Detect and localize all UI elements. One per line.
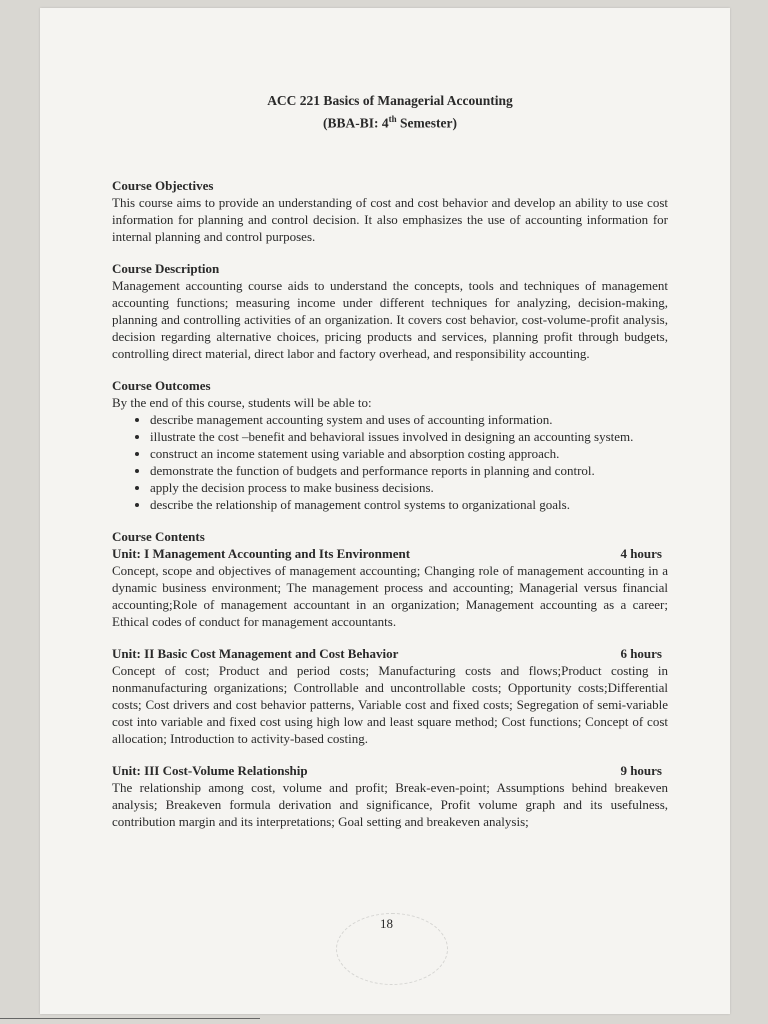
unit-text: The relationship among cost, volume and profit; Break-even-point; Assumptions behind breakeven analysis; Breakeven formula derivation and significance, Profit volume graph and its usefulness, contribution margin and its interpretations; Goal setting and breakeven analysis;: [112, 779, 668, 829]
outcome-item: • describe the relationship of management control systems to organizational goals.: [150, 496, 668, 513]
description-text: Management accounting course aids to understand the concepts, tools and techniques of management accounting functions; measuring income under different techniques for analyzing, decision-making, planning and controlling activities of an organization. It covers cost behavior, cost-volume-profit analysis, decision regarding alternative choices, pricing products and services, planning profit through budgets, controlling direct material, direct labor and factory overhead, and responsibility accounting.: [112, 277, 668, 361]
unit-text: Concept of cost; Product and period costs; Manufacturing costs and flows;Product costing in nonmanufacturing organizations; Controllable and uncontrollable costs; Opportunity costs;Differential costs; Cost drivers and cost behavior patterns, Variable cost and fixed costs; Segregation of semi-variable cost into variable and fixed cost using high low and least square method; Cost functions; Concept of cost allocation; Introduction to activity-based costing.: [112, 662, 668, 746]
unit-1: [112, 545, 668, 630]
title-line-2: (BBA-BI: 4th Semester): [323, 114, 457, 131]
unit-title: Unit: I Management Accounting and Its Environment: [112, 545, 411, 561]
unit-hours: 6 hours: [620, 645, 662, 661]
contents-section: [112, 528, 668, 830]
outcomes-list: [112, 411, 668, 513]
unit-3: [112, 762, 668, 830]
unit-title: Unit: II Basic Cost Management and Cost Behavior: [112, 645, 399, 661]
unit-hours: 9 hours: [620, 762, 662, 778]
outcome-item: • describe management accounting system and uses of accounting information.: [150, 411, 668, 428]
outcomes-intro: By the end of this course, students will be able to:: [112, 394, 372, 410]
unit-text: Concept, scope and objectives of management accounting; Changing role of management accounting in a dynamic business environment; The management process and accounting; Managerial versus financial accounting;Role of management accountant in an organization; Management accounting as a career; Ethical codes of conduct for management accountants.: [112, 562, 668, 629]
document-title: [112, 92, 668, 133]
outcome-item: • illustrate the cost –benefit and behavioral issues involved in designing an accounting system.: [150, 428, 668, 445]
outcome-item: • apply the decision process to make business decisions.: [150, 479, 668, 496]
outcomes-heading: Course Outcomes: [112, 377, 211, 393]
outcome-item: • demonstrate the function of budgets and performance reports in planning and control.: [150, 462, 668, 479]
page-content: [112, 92, 668, 830]
contents-heading: Course Contents: [112, 528, 205, 544]
page-number: 18: [380, 916, 393, 931]
bottom-rule: [0, 1018, 260, 1019]
description-heading: Course Description: [112, 260, 220, 276]
unit-2-header: [112, 645, 668, 662]
objectives-heading: Course Objectives: [112, 177, 214, 193]
title-line-1: ACC 221 Basics of Managerial Accounting: [267, 93, 513, 108]
outcomes-section: [112, 377, 668, 513]
unit-1-header: [112, 545, 668, 562]
unit-hours: 4 hours: [620, 545, 662, 561]
unit-title: Unit: III Cost-Volume Relationship: [112, 762, 308, 778]
document-page: [40, 8, 730, 1014]
description-section: [112, 260, 668, 362]
objectives-text: This course aims to provide an understanding of cost and cost behavior and develop an ability to use cost information for planning and control decision. It also emphasizes the use of accounting information for internal planning and control purposes.: [112, 194, 668, 244]
unit-2: [112, 645, 668, 747]
objectives-section: [112, 177, 668, 245]
unit-3-header: [112, 762, 668, 779]
outcome-item: • construct an income statement using variable and absorption costing approach.: [150, 445, 668, 462]
